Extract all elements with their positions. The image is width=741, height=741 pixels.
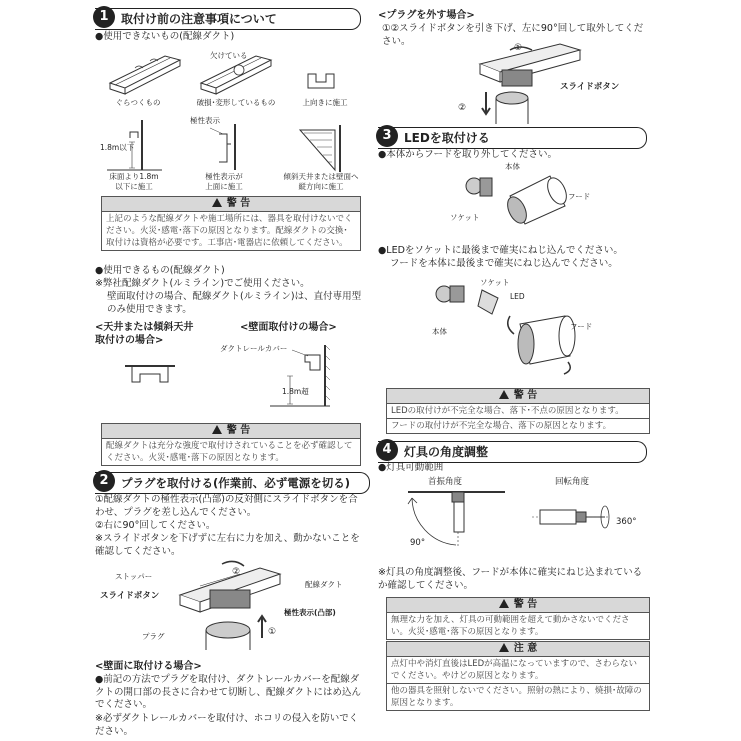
caption-wobbly: ぐらつくもの <box>115 98 161 107</box>
section-number: 4 <box>376 439 398 461</box>
plug-step-1: ①配線ダクトの極性表示(凸部)の反対側にスライドボタンを合わせ、プラグを差し込んでください。 <box>95 494 358 518</box>
rotate-angle-diagram <box>530 498 620 538</box>
m18-over-label: 1.8m超 <box>282 387 309 396</box>
warning-box-2 <box>101 423 361 466</box>
warning-title: 警 告 <box>102 197 360 212</box>
hood-label-2: フード <box>570 322 593 331</box>
section-title: LEDを取付ける <box>404 131 490 145</box>
duct-wobbly-illustration <box>105 48 185 98</box>
usable-note-1: ※弊社配線ダクト(ルミライン)でご使用ください。 <box>95 278 310 289</box>
wall-duct-illustration <box>270 340 350 410</box>
plug-step-2: ②右に90°回してください。 <box>95 520 216 531</box>
wall-install-text: ●前記の方法でプラグを取付け、ダクトレールカバーを配線ダクトの開口部の長さに合わせて切断し、配線ダクトにはめ込んでください。 <box>95 674 362 710</box>
caption-damaged: 破損･変形しているもの <box>196 98 276 107</box>
polarity-up-illustration <box>205 124 245 172</box>
section-1-header <box>95 8 361 30</box>
plug-note: ※スライドボタンを下げずに左右に力を加え、動かないことを確認してください。 <box>95 533 360 557</box>
wall-install-note: ※必ずダクトレールカバーを取付け、ホコリの侵入を防いでください。 <box>95 713 359 737</box>
hood-label-1: フード <box>568 192 591 201</box>
duct-upward-illustration <box>300 66 350 94</box>
warning-body: 無理な力を加え、灯具の可動範囲を超えて動かさないでください。火災･感電･落下の原因となります。 <box>391 615 630 637</box>
socket-label-2: ソケット <box>480 278 510 287</box>
chipped-label: 欠けている <box>210 51 248 60</box>
duct-cover-label: ダクトレールカバー <box>220 344 288 353</box>
warning-triangle-icon <box>499 599 509 608</box>
remove-circle-2: ② <box>458 103 467 113</box>
wall-install-header: <壁面に取付ける場合> <box>95 661 202 672</box>
angle-note: ※灯具の角度調整後、フードが本体に確実にねじ込まれているか確認してください。 <box>378 567 643 591</box>
angle-warning-box <box>386 597 650 640</box>
caption-slope: 傾斜天井または壁面へ 縦方向に施工 <box>283 172 359 191</box>
remove-slide-label: スライドボタン <box>560 82 620 92</box>
usable-note-2: 壁面取付けの場合、配線ダクト(ルミライン)は、直付専用型のみ使用できます。 <box>107 291 362 315</box>
slide-button-label: スライドボタン <box>100 591 160 601</box>
swing-angle-label: 首振角度 <box>428 477 463 487</box>
caution-title: 注 意 <box>387 642 649 657</box>
remove-circle-1: ① <box>514 43 523 53</box>
caution-row: 他の器具を照射しないでください。照射の熱により、焼損･故障の原因となります。 <box>387 683 649 710</box>
plug-label: プラグ <box>142 632 165 641</box>
warning-title: 警 告 <box>387 598 649 613</box>
usable-heading: ●使用できるもの(配線ダクト) <box>95 265 225 276</box>
section-title: 灯具の角度調整 <box>404 445 489 459</box>
caption-upward: 上向きに施工 <box>302 98 348 107</box>
warning-row: フードの取付けが不完全な場合、落下の原因となります。 <box>387 418 649 433</box>
warning-title: 警 告 <box>387 389 649 404</box>
warning-triangle-icon <box>212 198 222 207</box>
body-label-1: 本体 <box>505 162 520 171</box>
wall-mount-header: <壁面取付けの場合> <box>240 322 337 333</box>
slope-ceiling-illustration <box>290 120 350 175</box>
m18-label: 1.8m以下 <box>100 143 135 152</box>
remove-plug-text: ①②スライドボタンを引き下げ、左に90°回して取外してください。 <box>382 23 644 47</box>
caution-triangle-icon <box>499 643 509 652</box>
caution-box <box>386 641 650 711</box>
section-title: 取付け前の注意事項について <box>121 12 277 26</box>
caption-polarity: 極性表示が 上面に施工 <box>205 172 243 191</box>
led-step-2: ●LEDをソケットに最後まで確実にねじ込んでください。 <box>378 245 623 256</box>
body-label-2: 本体 <box>432 327 447 336</box>
section-4-header <box>378 441 647 463</box>
section-number: 1 <box>93 6 115 28</box>
circle-2-label: ② <box>232 567 241 577</box>
deg360-label: 360° <box>616 517 637 527</box>
caption-floor: 床面より1.8m 以下に施工 <box>109 172 159 191</box>
circle-1-label: ① <box>268 627 277 637</box>
led-label: LED <box>510 292 525 301</box>
section-title: プラグを取付ける(作業前、必ず電源を切る) <box>121 476 351 490</box>
warning-body: 上記のような配線ダクトや施工場所には、器具を取付けないでください。火災･感電･落下の原因となります。配線ダクトの交換･取付けは資格が必要です。工事店･電器店に依頼してください。 <box>106 214 353 248</box>
led-step-2b: フードを本体に最後まで確実にねじ込んでください。 <box>390 258 618 269</box>
deg90-label: 90° <box>410 538 426 548</box>
unusable-heading: ●使用できないもの(配線ダクト) <box>95 31 235 42</box>
rotate-angle-label: 回転角度 <box>555 477 590 487</box>
led-step-1: ●本体からフードを取り外してください。 <box>378 149 558 160</box>
polarity-projection-label: 極性表示(凸部) <box>284 608 336 617</box>
warning-body: 配線ダクトは充分な強度で取付けされていることを必ず確認してください。火災･感電･落下の原因となります。 <box>106 441 353 463</box>
stopper-label: ストッパー <box>115 572 153 581</box>
socket-label-1: ソケット <box>450 213 480 222</box>
ceiling-mount-header: <天井または傾斜天井 取付けの場合> <box>95 322 194 346</box>
led-warning-box <box>386 388 650 434</box>
ceiling-duct-illustration <box>120 362 180 387</box>
led-install-illustration <box>430 276 593 376</box>
warning-box-1 <box>101 196 361 251</box>
caution-row: 点灯中や消灯直後はLEDが高温になっていますので、さわらないでください。やけどの原因となります。 <box>391 659 637 681</box>
polarity-label: 極性表示 <box>190 116 220 125</box>
section-number: 2 <box>93 470 115 492</box>
duct-label: 配線ダクト <box>305 580 343 589</box>
warning-title: 警 告 <box>102 424 360 439</box>
section-2-header <box>95 472 370 494</box>
range-heading: ●灯具可動範囲 <box>378 462 444 473</box>
warning-triangle-icon <box>212 425 222 434</box>
section-number: 3 <box>376 125 398 147</box>
section-3-header <box>378 127 647 149</box>
remove-plug-header: <プラグを外す場合> <box>378 10 475 21</box>
warning-row: LEDの取付けが不完全な場合、落下･不点の原因となります。 <box>391 406 624 416</box>
warning-triangle-icon <box>499 390 509 399</box>
